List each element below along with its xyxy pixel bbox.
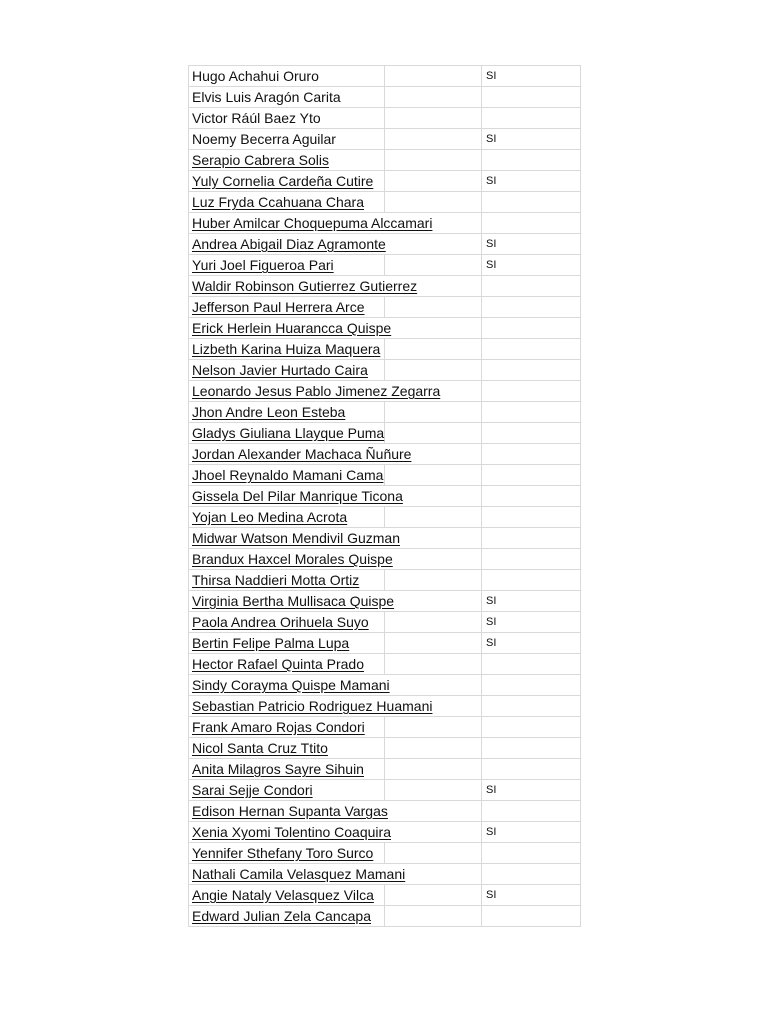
student-name-cell[interactable]	[189, 276, 418, 297]
empty-cell[interactable]	[385, 318, 482, 339]
status-flag-cell[interactable]	[482, 171, 581, 192]
empty-cell[interactable]	[385, 591, 482, 612]
table-row	[189, 843, 581, 864]
student-name-cell[interactable]	[189, 612, 385, 633]
student-name-cell[interactable]	[189, 234, 385, 255]
student-name: Nathali Camila Velasquez Mamani	[192, 866, 406, 882]
student-name-cell[interactable]	[189, 570, 385, 591]
empty-cell[interactable]	[385, 465, 482, 486]
student-name-cell[interactable]	[189, 171, 385, 192]
student-name: Nelson Javier Hurtado Caira	[192, 362, 368, 378]
student-name-cell[interactable]	[189, 465, 385, 486]
table-row	[189, 612, 581, 633]
student-name-cell[interactable]	[189, 549, 393, 570]
status-flag: SI	[486, 259, 497, 271]
student-name-cell[interactable]	[189, 213, 433, 234]
table-row	[189, 297, 581, 318]
student-name-cell[interactable]	[189, 87, 385, 108]
student-name-cell[interactable]	[189, 696, 433, 717]
student-name: Elvis Luis Aragón Carita	[192, 89, 341, 105]
student-name: Yennifer Sthefany Toro Surco	[192, 845, 374, 861]
student-name-cell[interactable]	[189, 318, 392, 339]
student-name: Edison Hernan Supanta Vargas	[192, 803, 388, 819]
empty-cell[interactable]	[385, 822, 482, 843]
table-row	[189, 171, 581, 192]
empty-cell[interactable]	[385, 549, 482, 570]
table-row	[189, 759, 581, 780]
status-flag: SI	[486, 637, 497, 649]
status-flag-cell[interactable]	[482, 528, 581, 549]
status-flag-cell[interactable]	[482, 801, 581, 822]
student-name-cell[interactable]	[189, 507, 385, 528]
student-name-cell[interactable]	[189, 843, 385, 864]
empty-cell[interactable]	[385, 129, 482, 150]
status-flag-cell[interactable]	[482, 885, 581, 906]
status-flag: SI	[486, 595, 497, 607]
student-name-cell[interactable]	[189, 108, 385, 129]
table-row	[189, 66, 581, 87]
table-row	[189, 402, 581, 423]
spreadsheet-sheet	[188, 65, 580, 927]
student-name: Brandux Haxcel Morales Quispe	[192, 551, 393, 567]
status-flag-cell[interactable]	[482, 738, 581, 759]
student-name: Gladys Giuliana Llayque Puma	[192, 425, 385, 441]
student-name-cell[interactable]	[189, 675, 390, 696]
student-name: Bertin Felipe Palma Lupa	[192, 635, 350, 651]
status-flag-cell[interactable]	[482, 696, 581, 717]
status-flag-cell[interactable]	[482, 843, 581, 864]
status-flag-cell[interactable]	[482, 759, 581, 780]
table-row	[189, 675, 581, 696]
student-name-cell[interactable]	[189, 402, 385, 423]
student-name: Edward Julian Zela Cancapa	[192, 908, 371, 924]
table-row	[189, 885, 581, 906]
status-flag-cell[interactable]	[482, 402, 581, 423]
empty-cell[interactable]	[385, 360, 482, 381]
status-flag-cell[interactable]	[482, 633, 581, 654]
table-row	[189, 654, 581, 675]
status-flag-cell[interactable]	[482, 87, 581, 108]
table-row	[189, 234, 581, 255]
empty-cell[interactable]	[385, 906, 482, 927]
student-name-cell[interactable]	[189, 66, 385, 87]
student-name: Waldir Robinson Gutierrez Gutierrez	[192, 278, 418, 294]
student-name-cell[interactable]	[189, 885, 385, 906]
table-row	[189, 696, 581, 717]
student-name: Yojan Leo Medina Acrota	[192, 509, 348, 525]
student-name-cell[interactable]	[189, 780, 385, 801]
student-name: Sarai Sejje Condori	[192, 782, 313, 798]
table-row	[189, 423, 581, 444]
table-row	[189, 255, 581, 276]
student-name: Serapio Cabrera Solis	[192, 152, 329, 168]
student-name: Jordan Alexander Machaca Ñuñure	[192, 446, 412, 462]
student-name-cell[interactable]	[189, 129, 385, 150]
student-name: Lizbeth Karina Huiza Maquera	[192, 341, 381, 357]
status-flag-cell[interactable]	[482, 570, 581, 591]
status-flag: SI	[486, 616, 497, 628]
table-row	[189, 570, 581, 591]
table-row	[189, 108, 581, 129]
status-flag-cell[interactable]	[482, 297, 581, 318]
table-row	[189, 444, 581, 465]
student-name: Noemy Becerra Aguilar	[192, 131, 336, 147]
student-name: Sebastian Patricio Rodriguez Huamani	[192, 698, 433, 714]
student-name: Leonardo Jesus Pablo Jimenez Zegarra	[192, 383, 441, 399]
status-flag: SI	[486, 175, 497, 187]
student-name: Virginia Bertha Mullisaca Quispe	[192, 593, 395, 609]
status-flag-cell[interactable]	[482, 129, 581, 150]
status-flag-cell[interactable]	[482, 318, 581, 339]
status-flag-cell[interactable]	[482, 549, 581, 570]
student-name-cell[interactable]	[189, 192, 385, 213]
table-row	[189, 339, 581, 360]
student-name: Thirsa Naddieri Motta Ortiz	[192, 572, 360, 588]
student-name: Frank Amaro Rojas Condori	[192, 719, 365, 735]
student-name: Nicol Santa Cruz Ttito	[192, 740, 328, 756]
student-name-cell[interactable]	[189, 738, 385, 759]
status-flag-cell[interactable]	[482, 444, 581, 465]
status-flag-cell[interactable]	[482, 192, 581, 213]
status-flag-cell[interactable]	[482, 654, 581, 675]
table-row	[189, 528, 581, 549]
student-name: Jhoel Reynaldo Mamani Cama	[192, 467, 384, 483]
student-name: Andrea Abigail Diaz Agramonte	[192, 236, 386, 252]
student-name: Yuri Joel Figueroa Pari	[192, 257, 334, 273]
student-name: Sindy Corayma Quispe Mamani	[192, 677, 390, 693]
table-row	[189, 129, 581, 150]
empty-cell[interactable]	[385, 402, 482, 423]
student-name: Erick Herlein Huarancca Quispe	[192, 320, 392, 336]
status-flag: SI	[486, 238, 497, 250]
student-table-body	[189, 66, 581, 927]
student-name-cell[interactable]	[189, 528, 400, 549]
student-name-cell[interactable]	[189, 150, 385, 171]
empty-cell[interactable]	[385, 612, 482, 633]
status-flag: SI	[486, 889, 497, 901]
student-name-cell[interactable]	[189, 339, 385, 360]
table-row	[189, 318, 581, 339]
table-row	[189, 150, 581, 171]
student-name-cell[interactable]	[189, 423, 385, 444]
student-name: Jefferson Paul Herrera Arce	[192, 299, 365, 315]
empty-cell[interactable]	[385, 108, 482, 129]
student-name-cell[interactable]	[189, 591, 395, 612]
empty-cell[interactable]	[385, 780, 482, 801]
student-name: Hector Rafael Quinta Prado	[192, 656, 364, 672]
table-row	[189, 381, 581, 402]
empty-cell[interactable]	[385, 297, 482, 318]
empty-cell[interactable]	[385, 843, 482, 864]
table-row	[189, 906, 581, 927]
empty-cell[interactable]	[385, 801, 482, 822]
empty-cell[interactable]	[385, 717, 482, 738]
status-flag-cell[interactable]	[482, 675, 581, 696]
status-flag-cell[interactable]	[482, 591, 581, 612]
empty-cell[interactable]	[385, 885, 482, 906]
student-name-cell[interactable]	[189, 444, 412, 465]
student-name: Angie Nataly Velasquez Vilca	[192, 887, 374, 903]
student-name-cell[interactable]	[189, 717, 385, 738]
student-name-cell[interactable]	[189, 864, 406, 885]
table-row	[189, 780, 581, 801]
status-flag-cell[interactable]	[482, 360, 581, 381]
table-row	[189, 87, 581, 108]
table-row	[189, 360, 581, 381]
status-flag: SI	[486, 133, 497, 145]
table-row	[189, 822, 581, 843]
student-name-cell[interactable]	[189, 759, 385, 780]
table-row	[189, 717, 581, 738]
empty-cell[interactable]	[385, 654, 482, 675]
status-flag-cell[interactable]	[482, 486, 581, 507]
status-flag-cell[interactable]	[482, 822, 581, 843]
student-name: Anita Milagros Sayre Sihuin	[192, 761, 364, 777]
table-row	[189, 213, 581, 234]
status-flag-cell[interactable]	[482, 66, 581, 87]
empty-cell[interactable]	[385, 87, 482, 108]
empty-cell[interactable]	[385, 150, 482, 171]
table-row	[189, 486, 581, 507]
student-name-cell[interactable]	[189, 381, 441, 402]
student-name: Jhon Andre Leon Esteba	[192, 404, 346, 420]
student-name: Luz Fryda Ccahuana Chara	[192, 194, 364, 210]
empty-cell[interactable]	[385, 66, 482, 87]
empty-cell[interactable]	[385, 171, 482, 192]
status-flag-cell[interactable]	[482, 717, 581, 738]
empty-cell[interactable]	[385, 633, 482, 654]
table-row	[189, 864, 581, 885]
student-name-cell[interactable]	[189, 822, 391, 843]
student-name: Gissela Del Pilar Manrique Ticona	[192, 488, 403, 504]
table-row	[189, 738, 581, 759]
student-name-cell[interactable]	[189, 360, 385, 381]
status-flag-cell[interactable]	[482, 234, 581, 255]
empty-cell[interactable]	[385, 255, 482, 276]
status-flag-cell[interactable]	[482, 108, 581, 129]
student-table	[188, 65, 581, 927]
status-flag-cell[interactable]	[482, 150, 581, 171]
table-row	[189, 633, 581, 654]
status-flag-cell[interactable]	[482, 780, 581, 801]
empty-cell[interactable]	[385, 759, 482, 780]
table-row	[189, 507, 581, 528]
empty-cell[interactable]	[385, 507, 482, 528]
status-flag-cell[interactable]	[482, 507, 581, 528]
status-flag-cell[interactable]	[482, 864, 581, 885]
empty-cell[interactable]	[385, 570, 482, 591]
status-flag: SI	[486, 784, 497, 796]
status-flag-cell[interactable]	[482, 612, 581, 633]
student-name-cell[interactable]	[189, 801, 388, 822]
status-flag: SI	[486, 70, 497, 82]
student-name: Huber Amilcar Choquepuma Alccamari	[192, 215, 433, 231]
empty-cell[interactable]	[385, 675, 482, 696]
student-name: Victor Ráúl Baez Yto	[192, 110, 321, 126]
empty-cell[interactable]	[385, 738, 482, 759]
table-row	[189, 801, 581, 822]
status-flag-cell[interactable]	[482, 381, 581, 402]
status-flag-cell[interactable]	[482, 906, 581, 927]
empty-cell[interactable]	[385, 423, 482, 444]
status-flag-cell[interactable]	[482, 423, 581, 444]
student-name: Midwar Watson Mendivil Guzman	[192, 530, 400, 546]
status-flag-cell[interactable]	[482, 255, 581, 276]
table-row	[189, 192, 581, 213]
student-name-cell[interactable]	[189, 906, 385, 927]
empty-cell[interactable]	[385, 192, 482, 213]
table-row	[189, 549, 581, 570]
student-name-cell[interactable]	[189, 633, 385, 654]
student-name: Hugo Achahui Oruro	[192, 68, 319, 84]
empty-cell[interactable]	[385, 339, 482, 360]
student-name-cell[interactable]	[189, 654, 385, 675]
student-name: Paola Andrea Orihuela Suyo	[192, 614, 369, 630]
status-flag-cell[interactable]	[482, 339, 581, 360]
student-name-cell[interactable]	[189, 255, 385, 276]
status-flag-cell[interactable]	[482, 213, 581, 234]
table-row	[189, 591, 581, 612]
table-row	[189, 276, 581, 297]
status-flag-cell[interactable]	[482, 465, 581, 486]
student-name-cell[interactable]	[189, 297, 385, 318]
empty-cell[interactable]	[385, 234, 482, 255]
table-row	[189, 465, 581, 486]
status-flag: SI	[486, 826, 497, 838]
status-flag-cell[interactable]	[482, 276, 581, 297]
student-name-cell[interactable]	[189, 486, 403, 507]
student-name: Xenia Xyomi Tolentino Coaquira	[192, 824, 391, 840]
student-name: Yuly Cornelia Cardeña Cutire	[192, 173, 374, 189]
